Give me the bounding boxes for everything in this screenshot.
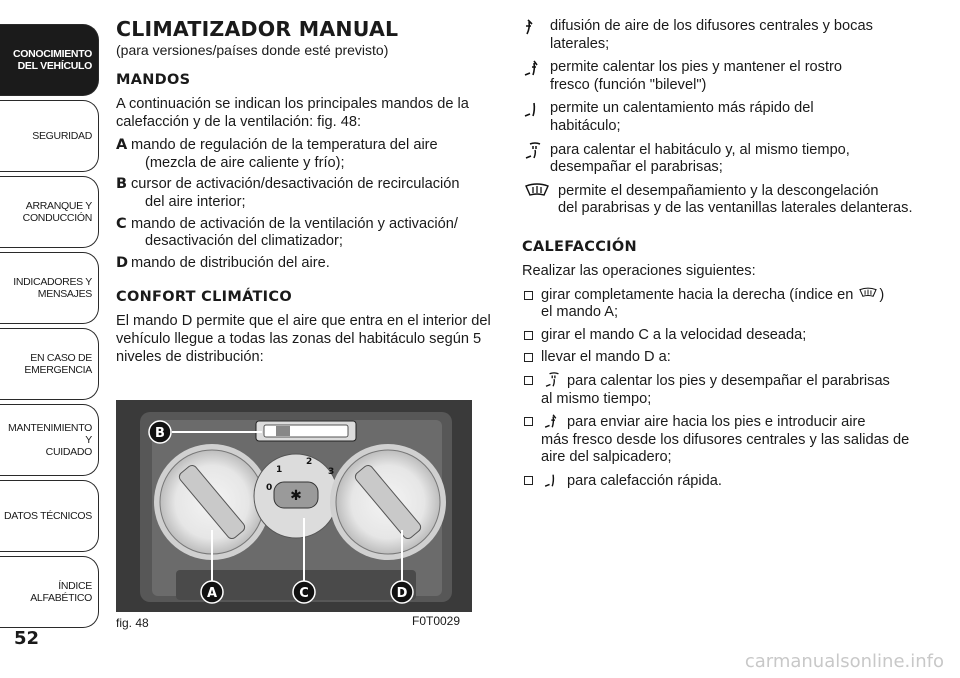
distribution-item — [522, 183, 922, 218]
page-subtitle: (para versiones/países donde esté previsto) — [116, 42, 389, 58]
distribution-text: permite el desempañamiento y la descongelación — [558, 182, 879, 199]
distribution-text-cont: del parabrisas y de las ventanillas laterales delanteras. — [558, 200, 913, 217]
tab-label: MANTENIMIENTO Y CUIDADO — [8, 422, 92, 458]
step-text: para enviar aire hacia los pies e introducir aire — [567, 414, 866, 431]
item-text: cursor de activación/desactivación de recirculación — [131, 176, 460, 193]
tab-seguridad[interactable] — [0, 100, 99, 172]
step-text-cont: al mismo tiempo; — [541, 390, 652, 407]
checkbox-bullet — [524, 376, 533, 385]
step-item — [522, 372, 922, 408]
distribution-text-cont: desempañar el parabrisas; — [550, 159, 723, 176]
defrost-icon — [522, 183, 558, 201]
distribution-text-cont: habitáculo; — [550, 117, 621, 134]
distribution-item — [522, 100, 922, 135]
item-text-cont: desactivación del climatizador; — [145, 233, 343, 250]
figure-climate-panel — [116, 400, 472, 612]
tab-indicadores[interactable] — [0, 252, 99, 324]
item-text: mando de regulación de la temperatura del aire — [131, 137, 438, 154]
fan-level-2: 2 — [306, 457, 313, 467]
step-text-cont: más fresco desde los difusores centrales y las salidas de aire del salpicadero; — [541, 431, 910, 466]
distribution-text: para calentar el habitáculo y, al mismo tiempo, — [550, 141, 850, 158]
control-item-d — [116, 255, 494, 273]
figure-caption: fig. 48 — [116, 616, 149, 630]
callout-a: A — [206, 586, 218, 601]
bilevel-icon — [522, 59, 550, 77]
control-item-c — [116, 216, 494, 251]
step-text: para calentar los pies y desempañar el parabrisas — [567, 372, 890, 389]
step-item — [522, 472, 922, 491]
checkbox-bullet — [524, 476, 533, 485]
tab-datos-tecnicos[interactable] — [0, 480, 99, 552]
item-text: mando de activación de la ventilación y activación/ — [131, 215, 458, 232]
callout-c: C — [299, 586, 309, 601]
left-column — [116, 16, 494, 366]
distribution-text: permite un calentamiento más rápido del — [550, 100, 814, 117]
tab-label: ÍNDICE ALFABÉTICO — [30, 580, 92, 604]
face-vents-icon — [522, 18, 550, 36]
defrost-icon — [857, 287, 879, 301]
feet-icon — [522, 100, 550, 118]
watermark: carmanualsonline.info — [744, 651, 944, 672]
step-text-post: ) — [879, 286, 885, 303]
tab-conocimiento[interactable] — [0, 24, 99, 96]
page-number: 52 — [14, 628, 40, 649]
tab-label: EN CASO DE EMERGENCIA — [24, 352, 92, 376]
tab-mantenimiento[interactable] — [0, 404, 99, 476]
step-text: para calefacción rápida. — [567, 472, 722, 489]
tab-indice[interactable] — [0, 556, 99, 628]
fan-level-1: 1 — [276, 465, 283, 475]
step-text: llevar el mando D a: — [541, 349, 671, 366]
item-text-cont: (mezcla de aire caliente y frío); — [145, 154, 345, 171]
step-item — [522, 327, 922, 345]
page-title: CLIMATIZADOR MANUAL — [116, 17, 399, 41]
item-letter: B — [116, 176, 128, 193]
distribution-text: difusión de aire de los difusores centrales y bocas — [550, 18, 873, 34]
climate-panel-illustration — [116, 400, 472, 612]
distribution-item — [522, 18, 922, 53]
step-item — [522, 349, 922, 367]
callout-d: D — [396, 586, 408, 601]
item-letter: D — [116, 254, 129, 271]
step-text: girar el mando C a la velocidad deseada; — [541, 326, 807, 343]
step-item — [522, 413, 922, 467]
feet-windscreen-icon — [522, 142, 550, 160]
item-text-cont: del aire interior; — [145, 193, 246, 210]
step-item — [522, 287, 922, 322]
checkbox-bullet — [524, 417, 533, 426]
item-text: mando de distribución del aire. — [131, 254, 330, 271]
tab-label: DATOS TÉCNICOS — [4, 510, 92, 522]
checkbox-bullet — [524, 353, 533, 362]
distribution-text-cont: fresco (función "bilevel") — [550, 76, 707, 93]
figure-code: F0T0029 — [412, 614, 461, 628]
distribution-text: permite calentar los pies y mantener el rostro — [550, 59, 843, 76]
tab-label: CONOCIMIENTO DEL VEHÍCULO — [12, 48, 92, 72]
fan-level-3: 3 — [328, 467, 335, 477]
tab-label: SEGURIDAD — [32, 130, 92, 142]
tab-arranque[interactable] — [0, 176, 99, 248]
tab-label: INDICADORES Y MENSAJES — [13, 276, 92, 300]
mandos-intro: A continuación se indican los principales mandos de la calefacción y de la ventilación: fig. 48: — [116, 96, 469, 130]
callout-b: B — [155, 426, 165, 441]
mandos-heading: MANDOS — [116, 72, 191, 88]
calefaccion-heading: CALEFACCIÓN — [522, 238, 637, 255]
item-letter: A — [116, 137, 128, 154]
calefaccion-intro: Realizar las operaciones siguientes: — [522, 262, 756, 279]
right-column — [522, 18, 922, 495]
feet-windscreen-icon — [541, 372, 567, 388]
step-text-cont: el mando A; — [541, 304, 619, 321]
distribution-item — [522, 142, 922, 177]
tab-emergencia[interactable] — [0, 328, 99, 400]
item-letter: C — [116, 215, 127, 232]
checkbox-bullet — [524, 291, 533, 300]
confort-heading: CONFORT CLIMÁTICO — [116, 289, 292, 306]
checkbox-bullet — [524, 331, 533, 340]
svg-text:✱: ✱ — [290, 488, 302, 504]
tab-label: ARRANQUE Y CONDUCCIÓN — [22, 200, 92, 224]
feet-icon — [541, 472, 567, 488]
control-item-b — [116, 176, 494, 211]
step-text: girar completamente hacia la derecha (índice en — [541, 286, 854, 303]
confort-text: El mando D permite que el aire que entra en el interior del vehículo llegue a todas las zonas del habitáculo según 5 niveles de distribución: — [116, 313, 491, 365]
distribution-item — [522, 59, 922, 94]
distribution-text-cont: laterales; — [550, 35, 610, 52]
control-item-a — [116, 137, 494, 172]
fan-level-0: 0 — [266, 483, 273, 493]
bilevel-icon — [541, 413, 567, 429]
